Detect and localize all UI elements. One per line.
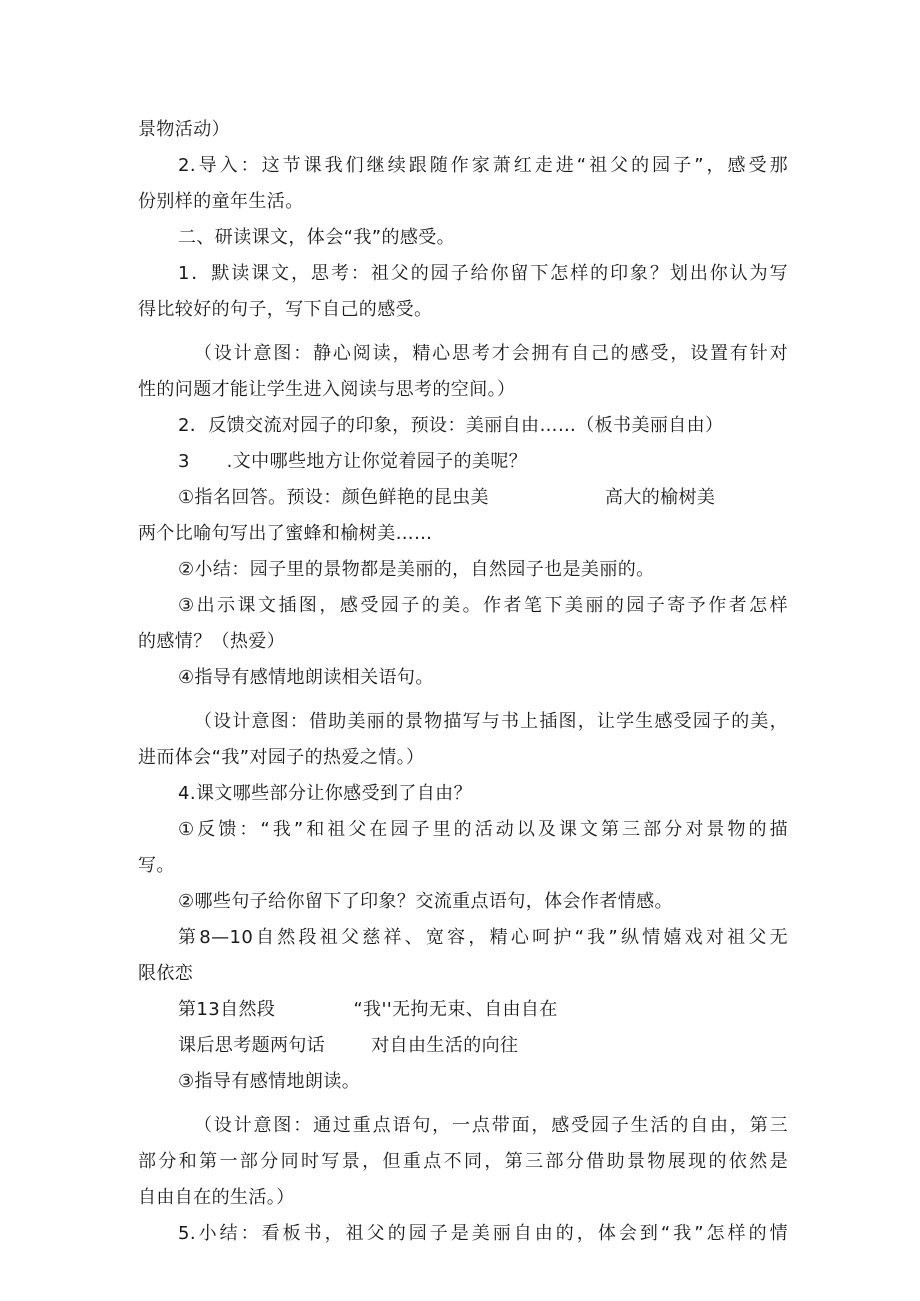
text-line: 两个比喻句写出了蜜蜂和榆树美…… xyxy=(138,523,433,544)
text-line: 5.小结：看板书，祖父的园子是美丽自由的，体会到“我”怎样的情 xyxy=(178,1223,788,1244)
text-line: 3 .文中哪些地方让你觉着园子的美呢？ xyxy=(178,451,528,472)
design-note: 自由自在的生活。） xyxy=(138,1187,295,1208)
design-note: 部分和第一部分同时写景，但重点不同，第三部分借助景物展现的依然是 xyxy=(138,1151,788,1172)
text-segment: 高大的榆树美 xyxy=(604,487,716,508)
text-line: ②哪些句子给你留下了印象？交流重点语句，体会作者情感。 xyxy=(178,891,673,912)
text-line: 限依恋 xyxy=(138,963,194,984)
text-segment: “我''无拘无束、自由自在 xyxy=(353,999,558,1020)
text-line: 2．反馈交流对园子的印象，预设：美丽自由……（板书美丽自由） xyxy=(178,415,724,436)
text-line: 4.课文哪些部分让你感受到了自由？ xyxy=(178,783,472,804)
text-line xyxy=(138,1028,788,1064)
design-note: （设计意图：借助美丽的景物描写与书上插图，让学生感受园子的美， xyxy=(194,711,788,732)
text-line xyxy=(138,992,788,1028)
text-line: 2.导入：这节课我们继续跟随作家萧红走进“祖父的园子”，感受那 xyxy=(178,155,788,176)
document-body xyxy=(138,112,788,1252)
text-line: 写。 xyxy=(138,855,175,876)
text-line: 得比较好的句子，写下自己的感受。 xyxy=(138,299,433,320)
design-note: （设计意图：通过重点语句，一点带面，感受园子生活的自由，第三 xyxy=(194,1115,788,1136)
text-line: ④指导有感情地朗读相关语句。 xyxy=(178,667,434,688)
text-segment: 课后思考题两句话 xyxy=(178,1035,326,1056)
text-line: 份别样的童年生活。 xyxy=(138,191,304,212)
design-note: 性的问题才能让学生进入阅读与思考的空间。） xyxy=(138,379,516,400)
design-note: 进而体会“我”对园子的热爱之情。） xyxy=(138,747,425,768)
text-segment: ①指名回答。预设：颜色鲜艳的昆虫美 xyxy=(178,487,489,508)
text-line: 的感情？（热爱） xyxy=(138,631,286,652)
text-line: ③指导有感情地朗读。 xyxy=(178,1071,361,1092)
text-segment: 对自由生活的向往 xyxy=(371,1035,519,1056)
text-line: ①反馈：“我”和祖父在园子里的活动以及课文第三部分对景物的描 xyxy=(178,819,788,840)
text-line: 第8—10自然段祖父慈祥、宽容，精心呵护“我”纵情嬉戏对祖父无 xyxy=(178,927,788,948)
text-segment: 第13自然段 xyxy=(178,999,276,1020)
section-heading: 二、研读课文，体会“我”的感受。 xyxy=(178,227,456,248)
text-line: 1．默读课文，思考：祖父的园子给你留下怎样的印象？划出你认为写 xyxy=(178,263,788,284)
text-line xyxy=(138,480,788,516)
text-line: ②小结：园子里的景物都是美丽的，自然园子也是美丽的。 xyxy=(178,559,655,580)
text-line: 景物活动） xyxy=(138,119,230,140)
design-note: （设计意图：静心阅读，精心思考才会拥有自己的感受，设置有针对 xyxy=(194,343,788,364)
text-line: ③出示课文插图，感受园子的美。作者笔下美丽的园子寄予作者怎样 xyxy=(178,595,788,616)
